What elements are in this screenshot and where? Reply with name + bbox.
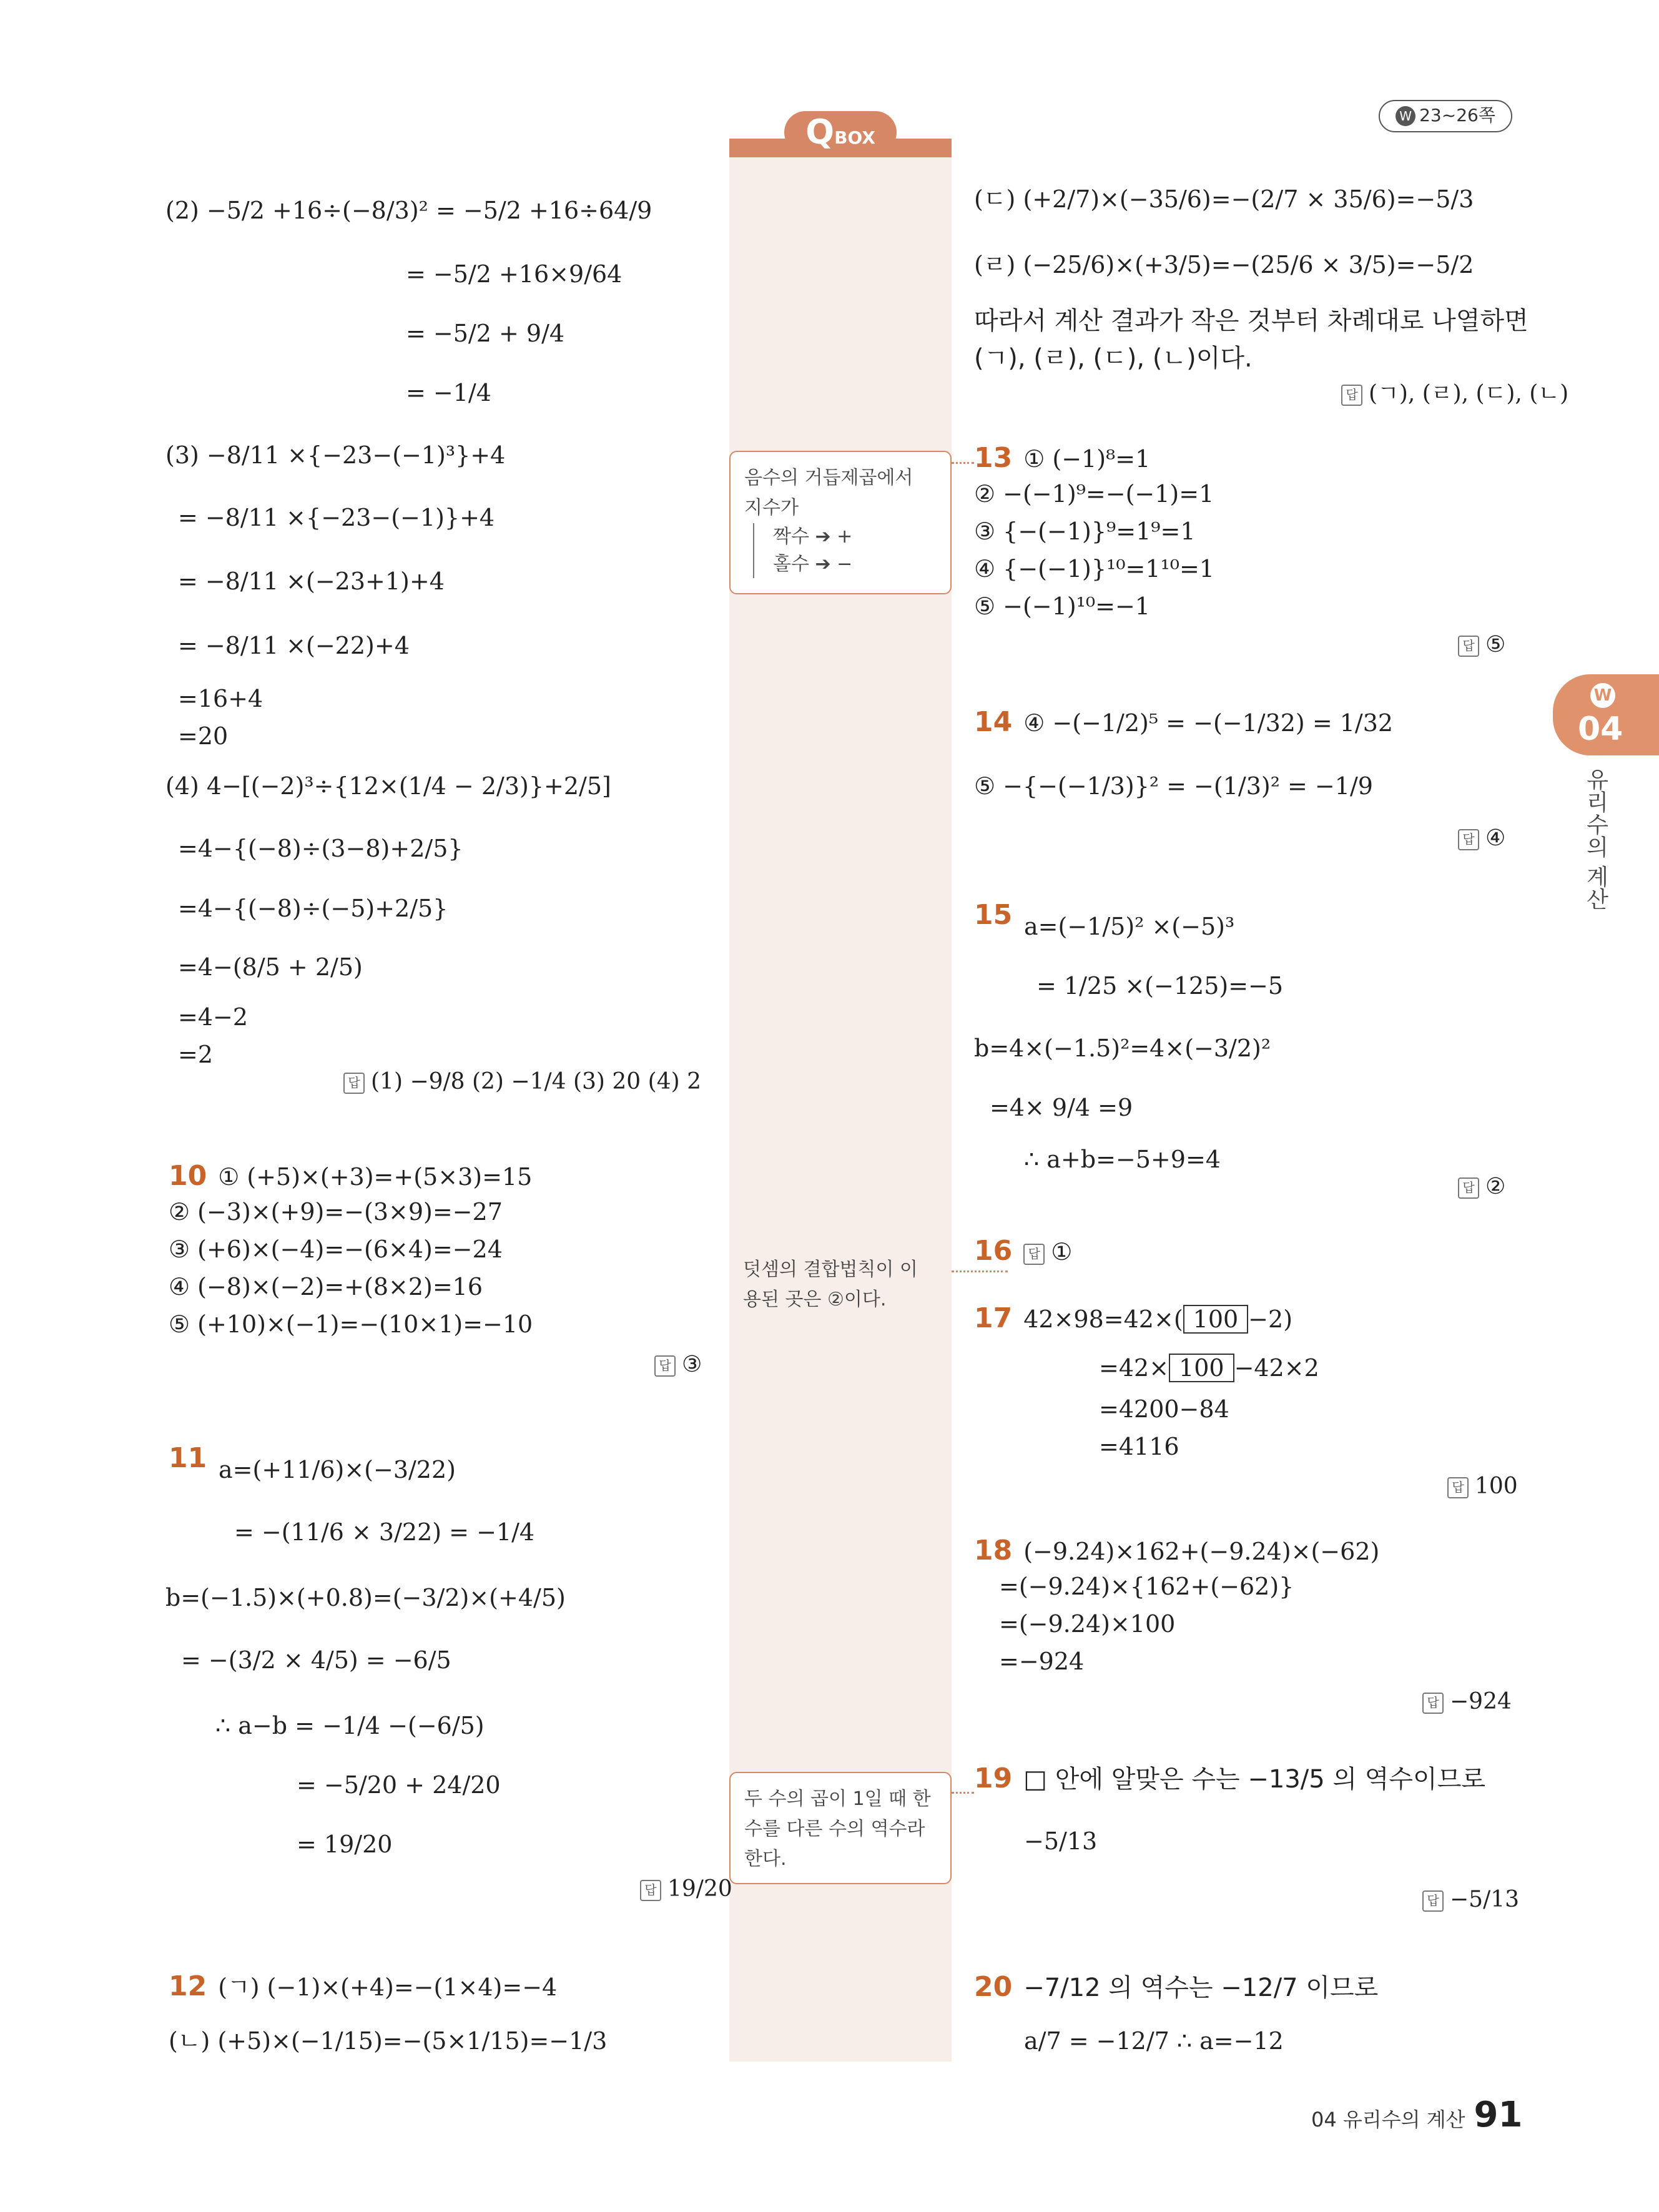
equation-line: =4× 9/4 =9 bbox=[990, 1094, 1133, 1121]
problem-17: 17 42×98=42×( 100 −2) bbox=[974, 1302, 1293, 1334]
problem-12-c: (ㄷ) (+2/7)×(−35/6)=−(2/7 × 35/6)=−5/3 bbox=[974, 185, 1474, 213]
answer-19: 답 −5/13 bbox=[1422, 1887, 1519, 1912]
problem-10-line: ④ (−8)×(−2)=+(8×2)=16 bbox=[169, 1273, 483, 1300]
problem-19-line: −5/13 bbox=[1024, 1827, 1098, 1855]
answer-9: 답 (1) −9/8 (2) −1/4 (3) 20 (4) 2 bbox=[343, 1069, 701, 1094]
problem-12-d: (ㄹ) (−25/6)×(+3/5)=−(25/6 × 3/5)=−5/2 bbox=[974, 251, 1474, 278]
problem-17-line: =4116 bbox=[1099, 1433, 1179, 1460]
equation-line: = 1/25 ×(−125)=−5 bbox=[1036, 972, 1284, 1000]
answer-10: 답 ③ bbox=[654, 1352, 702, 1377]
equation-line: a=(−1/5)² ×(−5)³ bbox=[1024, 913, 1235, 940]
equation-line: = −(3/2 × 4/5) = −6/5 bbox=[181, 1646, 451, 1674]
equation-line: = −1/4 bbox=[406, 379, 491, 406]
page-footer bbox=[1311, 2095, 1522, 2135]
equation-line: = −(11/6 × 3/22) = −1/4 bbox=[234, 1518, 535, 1546]
qbox-title-small: BOX bbox=[834, 127, 875, 148]
problem-14-line: ⑤ −{−(−1/3)}² = −(1/3)² = −1/9 bbox=[974, 772, 1373, 800]
problem-15-number: 15 bbox=[974, 899, 1013, 931]
page-range: 23~26쪽 bbox=[1419, 105, 1495, 125]
equation-line: =4−2 bbox=[178, 1003, 249, 1031]
answer-18: 답 −924 bbox=[1422, 1689, 1512, 1714]
page-number: 91 bbox=[1474, 2095, 1523, 2135]
equation-line: = −8/11 ×{−23−(−1)}+4 bbox=[178, 504, 495, 531]
problem-13: 13 ① (−1)⁸=1 bbox=[974, 442, 1151, 474]
answer-17: 답 100 bbox=[1447, 1473, 1518, 1499]
equation-line: a=(+11/6)×(−3/22) bbox=[219, 1456, 456, 1483]
problem-10: 10 ① (+5)×(+3)=+(5×3)=15 bbox=[169, 1160, 533, 1192]
problem-number: 17 bbox=[974, 1302, 1013, 1334]
equation-line: = −5/2 + 9/4 bbox=[406, 320, 565, 347]
equation-line: = −5/2 +16×9/64 bbox=[406, 260, 623, 288]
equation-line: (3) −8/11 ×{−23−(−1)³}+4 bbox=[165, 441, 506, 469]
equation-line: ∴ a−b = −1/4 −(−6/5) bbox=[215, 1712, 485, 1739]
problem-13-line: ⑤ −(−1)¹⁰=−1 bbox=[974, 592, 1150, 620]
footer-chapter: 04 유리수의 계산 bbox=[1311, 2108, 1465, 2131]
qbox-header bbox=[729, 114, 952, 159]
note-associative: 덧셈의 결합법칙이 이 용된 곳은 ②이다. bbox=[743, 1259, 918, 1310]
answer-13: 답 ⑤ bbox=[1458, 632, 1505, 657]
problem-10-line: ③ (+6)×(−4)=−(6×4)=−24 bbox=[169, 1236, 503, 1263]
answer-15: 답 ② bbox=[1458, 1174, 1505, 1199]
equation-line: =4−{(−8)÷(3−8)+2/5} bbox=[178, 835, 463, 862]
answer-box: 100 bbox=[1183, 1305, 1249, 1334]
problem-10-line: ② (−3)×(+9)=−(3×9)=−27 bbox=[169, 1198, 503, 1226]
equation-line: (4) 4−[(−2)³÷{12×(1/4 − 2/3)}+2/5] bbox=[165, 772, 611, 800]
problem-number: 20 bbox=[974, 1971, 1013, 2003]
problem-number: 10 bbox=[169, 1160, 207, 1192]
problem-12-line: (ㄴ) (+5)×(−1/15)=−(5×1/15)=−1/3 bbox=[169, 2027, 608, 2055]
equation-line: b=(−1.5)×(+0.8)=(−3/2)×(+4/5) bbox=[165, 1584, 566, 1611]
equation-line: = −8/11 ×(−23+1)+4 bbox=[178, 568, 445, 595]
answer-12: 답 (ㄱ), (ㄹ), (ㄷ), (ㄴ) bbox=[1341, 376, 1568, 408]
conclusion-line: 따라서 계산 결과가 작은 것부터 차례대로 나열하면 bbox=[974, 307, 1529, 335]
chapter-tab bbox=[1553, 674, 1659, 755]
answer-14: 답 ④ bbox=[1458, 825, 1505, 851]
equation-line: =16+4 bbox=[178, 685, 263, 712]
problem-13-line: ③ {−(−1)}⁹=1⁹=1 bbox=[974, 518, 1196, 545]
problem-20: 20 −7/12 의 역수는 −12/7 이므로 bbox=[974, 1971, 1379, 2003]
equation-line: (2) −5/2 +16÷(−8/3)² = −5/2 +16÷64/9 bbox=[165, 197, 652, 224]
problem-number: 19 bbox=[974, 1762, 1013, 1794]
page-reference-badge bbox=[1379, 100, 1512, 132]
problem-13-line: ② −(−1)⁹=−(−1)=1 bbox=[974, 480, 1214, 508]
problem-number: 16 bbox=[974, 1235, 1013, 1267]
problem-13-line: ④ {−(−1)}¹⁰=1¹⁰=1 bbox=[974, 555, 1214, 582]
equation-line: ∴ a+b=−5+9=4 bbox=[1024, 1146, 1221, 1173]
equation-line: = −8/11 ×(−22)+4 bbox=[178, 632, 410, 659]
equation-line: =20 bbox=[178, 722, 229, 750]
note-negative-power: 음수의 거듭제곱에서 지수가 짝수 ➔ + 홀수 ➔ − bbox=[729, 451, 952, 594]
equation-line: =4−{(−8)÷(−5)+2/5} bbox=[178, 895, 448, 922]
problem-18-line: =−924 bbox=[999, 1648, 1085, 1675]
answer-box: 100 bbox=[1169, 1354, 1234, 1382]
answer-11: 답 19/20 bbox=[640, 1876, 732, 1902]
problem-17-line: =4200−84 bbox=[1099, 1395, 1229, 1423]
problem-18-line: =(−9.24)×{162+(−62)} bbox=[999, 1573, 1294, 1600]
problem-16: 16 답 ① bbox=[974, 1235, 1073, 1267]
problem-number: 18 bbox=[974, 1535, 1013, 1566]
problem-18: 18 (−9.24)×162+(−9.24)×(−62) bbox=[974, 1535, 1380, 1566]
problem-number: 14 bbox=[974, 706, 1013, 738]
equation-line: = 19/20 bbox=[297, 1831, 393, 1858]
problem-18-line: =(−9.24)×100 bbox=[999, 1610, 1176, 1638]
equation-line: =2 bbox=[178, 1041, 214, 1068]
qbox-title: Q bbox=[805, 112, 835, 152]
equation-line: b=4×(−1.5)²=4×(−3/2)² bbox=[974, 1035, 1271, 1062]
w-icon: W bbox=[1590, 683, 1615, 708]
problem-17-line: =42× 100 −42×2 bbox=[1099, 1354, 1319, 1382]
note-reciprocal: 두 수의 곱이 1일 때 한 수를 다른 수의 역수라 한다. bbox=[729, 1772, 952, 1884]
chapter-number: 04 bbox=[1578, 710, 1623, 748]
equation-line: = −5/20 + 24/20 bbox=[297, 1771, 501, 1799]
problem-14: 14 ④ −(−1/2)⁵ = −(−1/32) = 1/32 bbox=[974, 706, 1394, 738]
problem-10-line: ⑤ (+10)×(−1)=−(10×1)=−10 bbox=[169, 1310, 533, 1338]
problem-12: 12 (ㄱ) (−1)×(+4)=−(1×4)=−4 bbox=[169, 1970, 558, 2002]
conclusion-line: (ㄱ), (ㄹ), (ㄷ), (ㄴ)이다. bbox=[974, 344, 1253, 373]
chapter-title-vertical: 유리수의 계산 bbox=[1583, 768, 1608, 910]
w-icon: W bbox=[1396, 106, 1415, 126]
problem-11-number: 11 bbox=[169, 1442, 207, 1474]
problem-number: 13 bbox=[974, 442, 1013, 474]
equation-line: =4−(8/5 + 2/5) bbox=[178, 953, 363, 981]
problem-19: 19 □ 안에 알맞은 수는 −13/5 의 역수이므로 bbox=[974, 1762, 1485, 1794]
problem-20-line: a/7 = −12/7 ∴ a=−12 bbox=[1024, 2027, 1284, 2055]
problem-number: 12 bbox=[169, 1970, 207, 2002]
